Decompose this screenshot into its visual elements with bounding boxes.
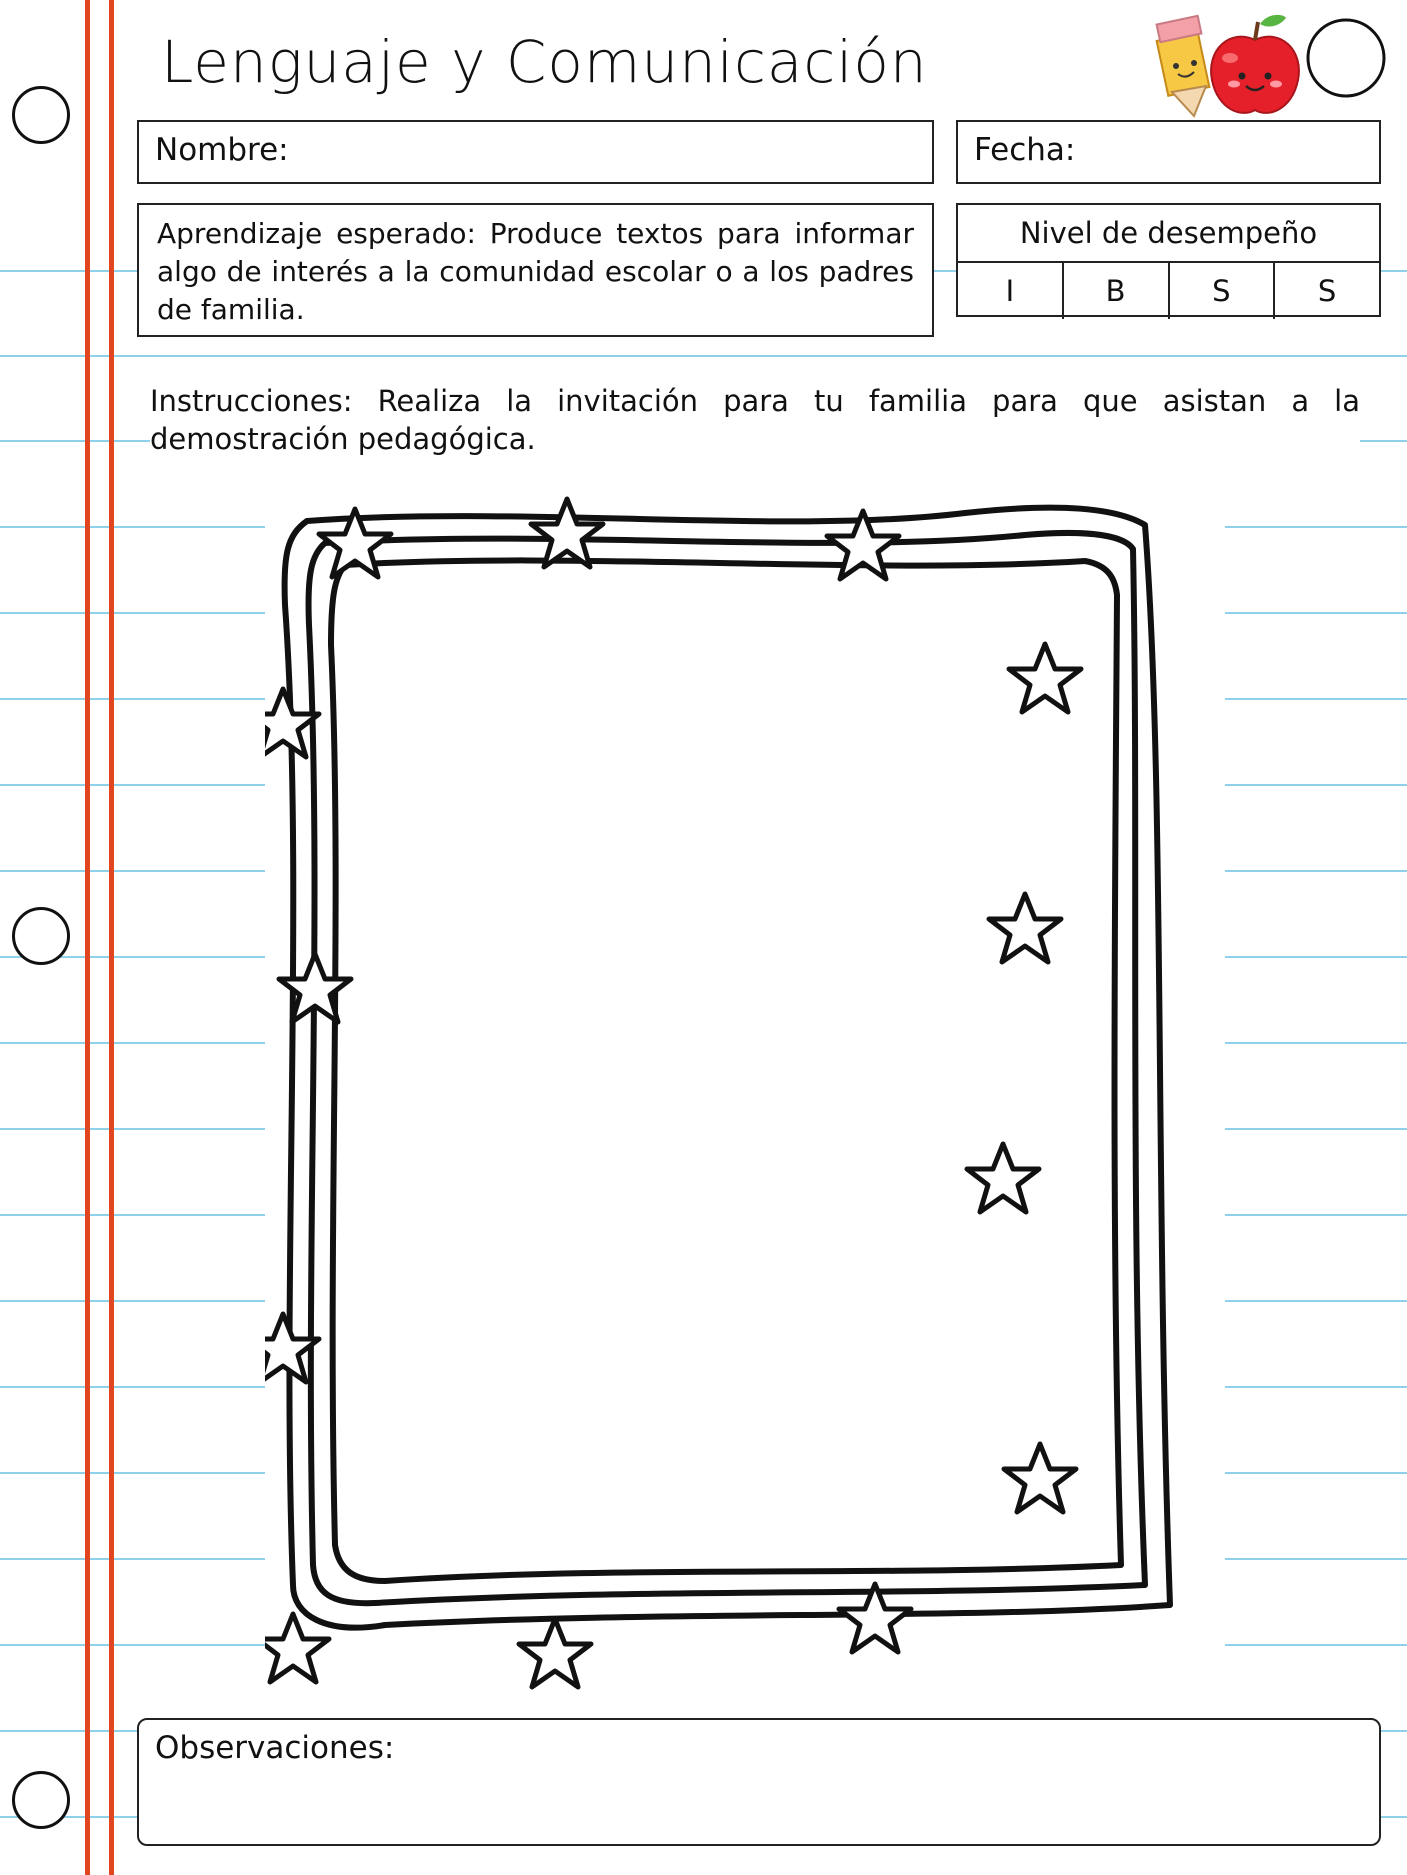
name-label: Nombre:: [155, 132, 289, 168]
level-cell[interactable]: I: [958, 263, 1064, 319]
learning-objective-box: [137, 203, 934, 337]
level-cell[interactable]: S: [1170, 263, 1276, 319]
drawing-area[interactable]: [265, 485, 1225, 1700]
observations-label: Observaciones:: [155, 1730, 395, 1766]
star-frame-border: [265, 485, 1225, 1700]
date-field[interactable]: [956, 120, 1381, 184]
level-cell[interactable]: B: [1064, 263, 1170, 319]
page-title: Lenguaje y Comunicación: [155, 28, 934, 96]
performance-level-row: [958, 263, 1379, 319]
margin-line-left: [85, 0, 90, 1875]
level-cell[interactable]: S: [1317, 274, 1337, 308]
binder-hole-top: [12, 86, 70, 144]
date-label: Fecha:: [974, 132, 1076, 168]
binder-hole-bottom: [12, 1771, 70, 1829]
learning-objective-text: Aprendizaje esperado: Produce textos para informar algo de interés a la comunidad escolar o a los padres de familia.: [157, 217, 914, 326]
apple-icon: [1211, 15, 1299, 113]
header-stickers: [1150, 6, 1390, 122]
margin-line-right: [109, 0, 114, 1875]
binder-hole-middle: [12, 907, 70, 965]
pencil-icon: [1157, 16, 1210, 116]
score-circle: [1308, 20, 1384, 96]
performance-level-table: [956, 203, 1381, 317]
performance-level-heading: Nivel de desempeño: [958, 205, 1379, 263]
observations-box[interactable]: [137, 1718, 1381, 1846]
instructions-text: Instrucciones: Realiza la invitación para tu familia para que asistan a la demostración pedagógica.: [150, 384, 1360, 456]
name-field[interactable]: [137, 120, 934, 184]
